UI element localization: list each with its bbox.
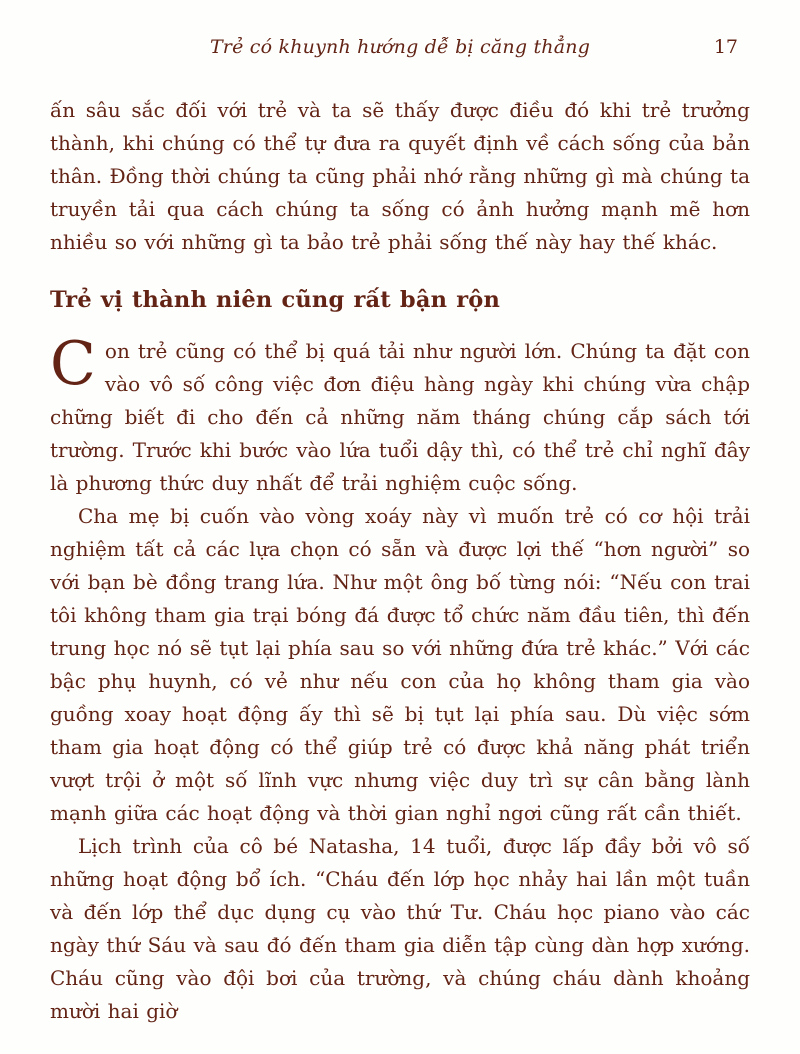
section-heading: Trẻ vị thành niên cũng rất bận rộn xyxy=(50,287,501,313)
paragraph: Cha mẹ bị cuốn vào vòng xoáy này vì muốn trẻ có cơ hội trải nghiệm tất cả các lựa chọn có sẵn và được lợi thế “hơn người” so với bạn bè đồng trang lứa. Như một ông bố từng nói: “Nếu con trai tôi không tham gia trại bóng đá được tổ chức năm đầu tiên, thì đến trung học nó sẽ tụt lại phía sau so với những đứa trẻ khác.” Với các bậc phụ huynh, có vẻ như nếu con của họ không tham gia vào guồng xoay hoạt động ấy thì sẽ bị tụt lại phía sau. Dù việc sớm tham gia hoạt động có thể giúp trẻ có được khả năng phát triển vượt trội ở một số lĩnh vực nhưng việc duy trì sự cân bằng lành mạnh giữa các hoạt động và thời gian nghỉ ngơi cũng rất cần thiết. xyxy=(50,504,750,825)
paragraph: Lịch trình của cô bé Natasha, 14 tuổi, được lấp đầy bởi vô số những hoạt động bổ ích. “Cháu đến lớp học nhảy hai lần một tuần và đến lớp thể dục dụng cụ vào thứ Tư. Cháu học piano vào các ngày thứ Sáu và sau đó đến tham gia diễn tập cùng dàn hợp xướng. Cháu cũng vào đội bơi của trường, và chúng cháu dành khoảng mười hai giờ xyxy=(50,834,750,1023)
dropcap-paragraph-text: on trẻ cũng có thể bị quá tải như người lớn. Chúng ta đặt con vào vô số công việc đơn điệu hàng ngày khi chúng vừa chập chững biết đi cho đến cả những năm tháng chúng cắp sách tới trường. Trước khi bước vào lứa tuổi dậy thì, có thể trẻ chỉ nghĩ đây là phương thức duy nhất để trải nghiệm cuộc sống. xyxy=(50,339,750,495)
running-title: Trẻ có khuynh hướng dễ bị căng thẳng xyxy=(209,36,591,58)
page-header xyxy=(50,30,750,64)
dropcap-paragraph xyxy=(50,329,750,500)
dropcap-letter: C xyxy=(50,329,96,399)
opening-paragraph: ấn sâu sắc đối với trẻ và ta sẽ thấy được điều đó khi trẻ trưởng thành, khi chúng có thể tự đưa ra quyết định về cách sống của bản thân. Đồng thời chúng ta cũng phải nhớ rằng những gì mà chúng ta truyền tải qua cách chúng ta sống có ảnh hưởng mạnh mẽ hơn nhiều so với những gì ta bảo trẻ phải sống thế này hay thế khác. xyxy=(50,98,750,254)
page-body xyxy=(50,94,750,1028)
page-number: 17 xyxy=(713,36,738,58)
